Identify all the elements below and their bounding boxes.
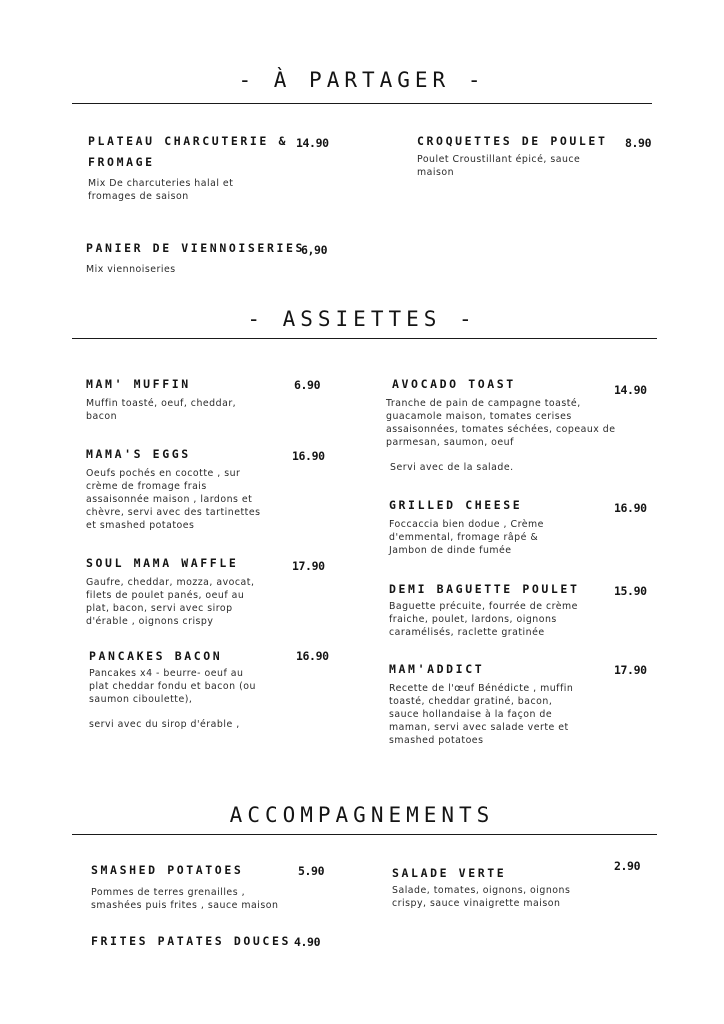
menu-item-name: PANCAKES BACON bbox=[89, 649, 223, 663]
menu-item-description: Foccaccia bien dodue , Crème d'emmental, fromage râpé & Jambon de dinde fumée bbox=[389, 519, 544, 556]
section-divider bbox=[72, 338, 657, 339]
section-divider bbox=[72, 103, 652, 104]
menu-item-name: SALADE VERTE bbox=[392, 866, 507, 880]
section-title-partager: - À PARTAGER - bbox=[238, 68, 486, 92]
section-title-assiettes: - ASSIETTES - bbox=[247, 307, 477, 331]
menu-item-price: 6,90 bbox=[301, 243, 328, 257]
menu-item bbox=[88, 131, 288, 203]
menu-item-name: SMASHED POTATOES bbox=[91, 863, 244, 877]
menu-item-name: FRITES PATATES DOUCES bbox=[91, 934, 291, 948]
section-title-accompagnements: ACCOMPAGNEMENTS bbox=[229, 803, 495, 827]
menu-item-name: GRILLED CHEESE bbox=[389, 498, 523, 512]
menu-item bbox=[89, 646, 289, 731]
menu-item-name: MAMA'S EGGS bbox=[86, 447, 191, 461]
menu-item bbox=[91, 860, 301, 912]
menu-item-price: 14.90 bbox=[614, 383, 647, 397]
menu-item bbox=[86, 374, 286, 423]
menu-item-description: Poulet Croustillant épicé, sauce maison bbox=[417, 154, 581, 178]
menu-item-name: DEMI BAGUETTE POULET bbox=[389, 582, 580, 596]
menu-item-name: CROQUETTES DE POULET bbox=[417, 134, 608, 148]
menu-item-name: MAM' MUFFIN bbox=[86, 377, 191, 391]
menu-item bbox=[389, 579, 609, 639]
menu-item-price: 17.90 bbox=[292, 559, 325, 573]
menu-item-price: 16.90 bbox=[292, 449, 325, 463]
menu-item-name: AVOCADO TOAST bbox=[392, 377, 516, 391]
menu-item bbox=[386, 374, 646, 474]
menu-item bbox=[91, 931, 301, 952]
menu-item-price: 16.90 bbox=[614, 501, 647, 515]
menu-item bbox=[86, 553, 286, 628]
menu-item-price: 6.90 bbox=[294, 378, 321, 392]
menu-item-price: 16.90 bbox=[296, 649, 329, 663]
menu-item-description: Mix viennoiseries bbox=[86, 264, 176, 275]
menu-item bbox=[389, 659, 609, 747]
menu-item-description: Gaufre, cheddar, mozza, avocat, filets de poulet panés, oeuf au plat, bacon, servi avec sirop d'érable , oignons crispy bbox=[86, 577, 255, 627]
menu-item-price: 2.90 bbox=[614, 859, 641, 873]
menu-item-note: Servi avec de la salade. bbox=[390, 462, 514, 473]
menu-item-price: 15.90 bbox=[614, 584, 647, 598]
menu-item-description: Pancakes x4 - beurre- oeuf au plat cheddar fondu et bacon (ou saumon ciboulette), bbox=[89, 668, 256, 705]
menu-item-name: PLATEAU CHARCUTERIE & FROMAGE bbox=[88, 134, 288, 169]
menu-item-price: 4.90 bbox=[294, 935, 321, 949]
menu-item-price: 14.90 bbox=[296, 136, 329, 150]
menu-item bbox=[86, 238, 306, 276]
menu-item-price: 8.90 bbox=[625, 136, 652, 150]
menu-item bbox=[392, 863, 602, 910]
menu-item-description: Oeufs pochés en cocotte , sur crème de fromage frais assaisonnée maison , lardons et chèvre, servi avec des tartinettes et smashed potatoes bbox=[86, 468, 261, 531]
menu-item-description: Pommes de terres grenailles , smashées puis frites , sauce maison bbox=[91, 887, 279, 911]
menu-item bbox=[417, 131, 617, 179]
menu-item-name: PANIER DE VIENNOISERIES bbox=[86, 241, 306, 255]
menu-item bbox=[389, 495, 609, 557]
menu-item-description: Tranche de pain de campagne toasté, guacamole maison, tomates cerises assaisonnées, tomates séchées, copeaux de parmesan, saumon, oeuf bbox=[386, 398, 616, 448]
menu-item-description: Muffin toasté, oeuf, cheddar, bacon bbox=[86, 398, 237, 422]
section-divider bbox=[72, 834, 657, 835]
menu-item-name: SOUL MAMA WAFFLE bbox=[86, 556, 239, 570]
menu-item bbox=[86, 444, 286, 532]
menu-item-description: Mix De charcuteries halal et fromages de saison bbox=[88, 178, 234, 202]
menu-item-price: 17.90 bbox=[614, 663, 647, 677]
menu-item-description: Recette de l'œuf Bénédicte , muffin toasté, cheddar gratiné, bacon, sauce hollandaise à la façon de maman, servi avec salade verte et smashed potatoes bbox=[389, 683, 574, 746]
menu-item-price: 5.90 bbox=[298, 864, 325, 878]
menu-item-description: Salade, tomates, oignons, oignons crispy, sauce vinaigrette maison bbox=[392, 885, 571, 909]
menu-item-description: Baguette précuite, fourrée de crème fraiche, poulet, lardons, oignons caramélisés, raclette gratinée bbox=[389, 601, 578, 638]
menu-item-note: servi avec du sirop d'érable , bbox=[89, 719, 240, 730]
menu-item-name: MAM'ADDICT bbox=[389, 662, 485, 676]
